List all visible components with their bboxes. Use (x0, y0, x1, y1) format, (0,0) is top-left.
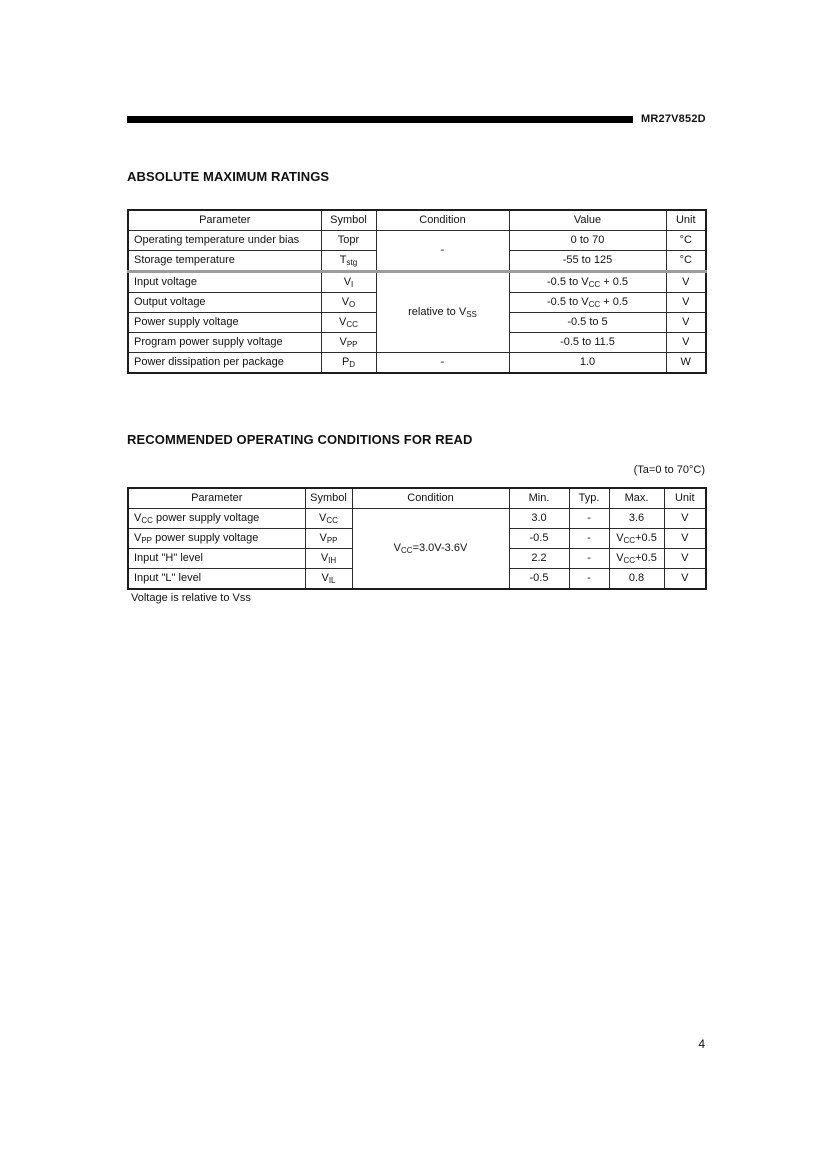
header-rule-bar (127, 116, 633, 123)
cell-symbol: $V_{CC}$ (321, 313, 376, 333)
cell-typ: - (569, 569, 609, 590)
cell-symbol: $V_{PP}$ (321, 333, 376, 353)
cell-unit: V (666, 313, 706, 333)
cell-value: -0.5 to 5 (509, 313, 666, 333)
cell-unit: W (666, 353, 706, 374)
page-number: 4 (698, 1037, 705, 1051)
column-header-max: Max. (609, 488, 664, 509)
table-row (128, 231, 706, 251)
cell-parameter: Input "L" level (128, 569, 305, 590)
cell-parameter: Operating temperature under bias (128, 231, 321, 251)
cell-unit: V (666, 293, 706, 313)
cell-max: $V_{CC}+0.5$ (609, 529, 664, 549)
cell-max: $V_{CC}+0.5$ (609, 549, 664, 569)
column-header-symbol: Symbol (305, 488, 352, 509)
cell-unit: V (664, 509, 706, 529)
cell-parameter: $V_{PP}$ power supply voltage (128, 529, 305, 549)
doc-code: MR27V852D (641, 113, 706, 125)
cell-condition-voltage-group: relative to $V_{SS}$ (376, 272, 509, 353)
column-header-condition: Condition (352, 488, 509, 509)
cell-min: -0.5 (509, 569, 569, 590)
cell-value: -0.5 to $V_{CC} + 0.5$ (509, 272, 666, 293)
cell-symbol: $T_{stg}$ (321, 251, 376, 272)
cell-symbol: $V_{IL}$ (305, 569, 352, 590)
column-header-unit: Unit (664, 488, 706, 509)
column-header-typ: Typ. (569, 488, 609, 509)
cell-parameter: Program power supply voltage (128, 333, 321, 353)
cell-unit: V (666, 272, 706, 293)
cell-max: 3.6 (609, 509, 664, 529)
table-header-row (128, 488, 706, 509)
cell-parameter: Storage temperature (128, 251, 321, 272)
table-footnote: Voltage is relative to Vss (131, 592, 251, 604)
section-title-recommended-operating-conditions: RECOMMENDED OPERATING CONDITIONS FOR READ (127, 432, 473, 447)
cell-value: 0 to 70 (509, 231, 666, 251)
cell-parameter: $V_{CC}$ power supply voltage (128, 509, 305, 529)
cell-unit: °C (666, 231, 706, 251)
cell-min: 3.0 (509, 509, 569, 529)
cell-symbol: $P_D$ (321, 353, 376, 374)
cell-max: 0.8 (609, 569, 664, 590)
cell-symbol: $V_{PP}$ (305, 529, 352, 549)
cell-symbol: $V_O$ (321, 293, 376, 313)
cell-value: -55 to 125 (509, 251, 666, 272)
cell-condition-power-dissipation: - (376, 353, 509, 374)
cell-min: 2.2 (509, 549, 569, 569)
cell-symbol: $V_I$ (321, 272, 376, 293)
cell-parameter: Output voltage (128, 293, 321, 313)
column-header-min: Min. (509, 488, 569, 509)
cell-parameter: Input "H" level (128, 549, 305, 569)
cell-symbol: $V_{CC}$ (305, 509, 352, 529)
cell-value: 1.0 (509, 353, 666, 374)
column-header-condition: Condition (376, 210, 509, 231)
cell-parameter: Input voltage (128, 272, 321, 293)
cell-parameter: Power supply voltage (128, 313, 321, 333)
cell-unit: °C (666, 251, 706, 272)
table-row (128, 353, 706, 374)
cell-symbol: $V_{IH}$ (305, 549, 352, 569)
column-header-parameter: Parameter (128, 210, 321, 231)
cell-unit: V (664, 529, 706, 549)
ambient-temperature-note: (Ta=0 to 70°C) (633, 464, 705, 476)
cell-value: -0.5 to 11.5 (509, 333, 666, 353)
cell-unit: V (664, 549, 706, 569)
table-row (128, 509, 706, 529)
cell-typ: - (569, 549, 609, 569)
column-header-parameter: Parameter (128, 488, 305, 509)
table-row (128, 272, 706, 293)
table-header-row (128, 210, 706, 231)
cell-typ: - (569, 509, 609, 529)
column-header-symbol: Symbol (321, 210, 376, 231)
cell-condition-temperature-group: - (376, 231, 509, 272)
cell-unit: V (664, 569, 706, 590)
cell-symbol: Topr (321, 231, 376, 251)
cell-unit: V (666, 333, 706, 353)
absolute-maximum-ratings-table (127, 209, 707, 374)
column-header-unit: Unit (666, 210, 706, 231)
section-title-absolute-maximum-ratings: ABSOLUTE MAXIMUM RATINGS (127, 169, 330, 184)
column-header-value: Value (509, 210, 666, 231)
cell-condition: $V_{CC}=3.0V-3.6V$ (352, 509, 509, 590)
recommended-operating-conditions-table (127, 487, 707, 590)
cell-typ: - (569, 529, 609, 549)
cell-parameter: Power dissipation per package (128, 353, 321, 374)
cell-min: -0.5 (509, 529, 569, 549)
cell-value: -0.5 to $V_{CC} + 0.5$ (509, 293, 666, 313)
